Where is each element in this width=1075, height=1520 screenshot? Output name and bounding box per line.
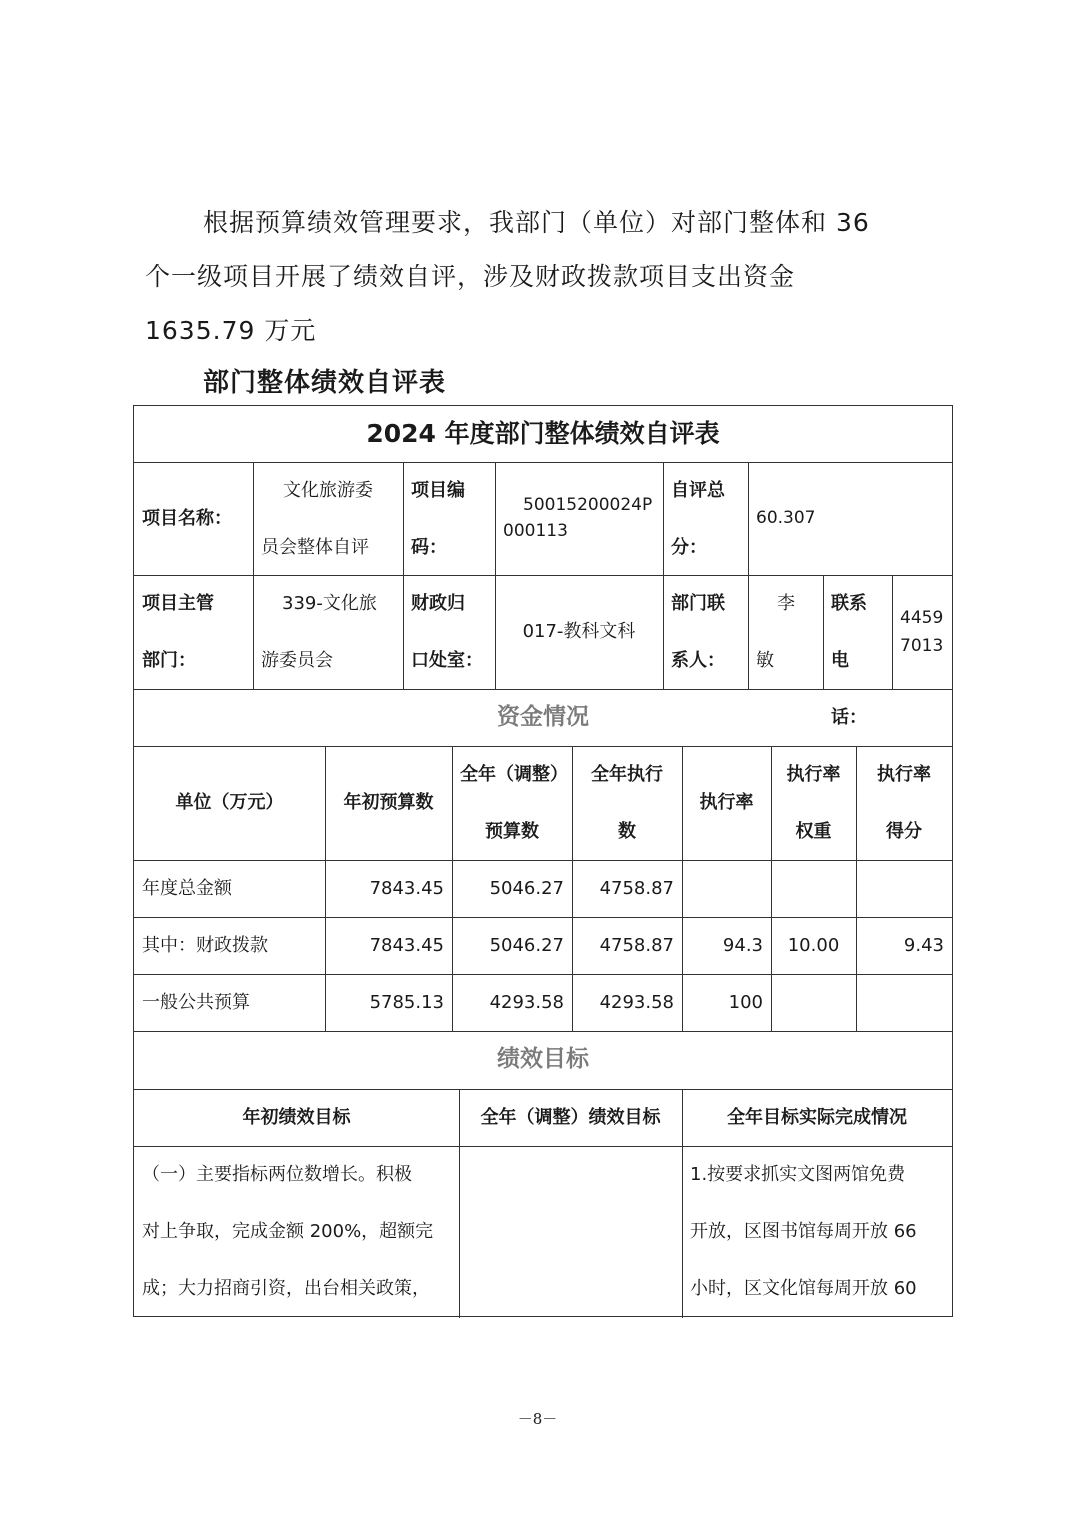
project-name-value-line-2: 员会整体自评	[261, 537, 369, 558]
phone-label-line-1: 联系	[831, 593, 867, 614]
funds-header-score-line-2: 得分	[886, 821, 922, 842]
funds-header-adjusted-line-2: 预算数	[485, 821, 539, 842]
goals-actual-line: 开放，区图书馆每周开放 66	[690, 1221, 917, 1242]
dept-value-line-2: 游委员会	[261, 650, 333, 671]
funds-header-score-line-1: 执行率	[877, 764, 931, 785]
section-subtitle: 部门整体绩效自评表	[203, 368, 447, 398]
funds-header-weight-line-1: 执行率	[786, 764, 841, 785]
dept-label	[134, 575, 253, 689]
project-name-value-line-1: 文化旅游委	[283, 480, 373, 501]
goals-actual-line: 1.按要求抓实文图两馆免费	[690, 1164, 906, 1185]
contact-label-line-1: 部门联	[671, 593, 725, 614]
funds-header-adjusted-line-1: 全年（调整）	[460, 764, 568, 785]
project-code-value-line-2: 000113	[503, 521, 568, 541]
goals-initial-text	[134, 1146, 459, 1316]
funds-row-executed: 4293.58	[599, 992, 674, 1013]
funds-row-adjusted: 5046.27	[489, 878, 564, 899]
goals-initial-line: （一）主要指标两位数增长。积极	[142, 1164, 412, 1185]
phone-label	[823, 575, 892, 728]
contact-value-line-2: 敏	[756, 650, 774, 671]
funds-row-score	[856, 860, 952, 917]
contact-label	[663, 575, 748, 689]
intro-line-3: 1635.79 万元	[145, 316, 317, 345]
funds-row-initial: 7843.45	[369, 935, 444, 956]
funds-header-initial: 年初预算数	[343, 792, 434, 813]
funds-header-unit: 单位（万元）	[175, 792, 284, 813]
goals-header-actual: 全年目标实际完成情况	[727, 1107, 907, 1128]
goals-actual-line: 小时，区文化馆每周开放 60	[690, 1278, 917, 1299]
project-code-label-line-1: 项目编	[411, 480, 465, 501]
funds-section-title: 资金情况	[497, 704, 589, 730]
score-label-line-1: 自评总	[671, 480, 725, 501]
table-title: 2024 年度部门整体绩效自评表	[366, 419, 720, 448]
funds-header-score	[856, 746, 952, 860]
funds-row-weight	[771, 860, 856, 917]
intro-line-2: 个一级项目开展了绩效自评，涉及财政拨款项目支出资金	[145, 262, 796, 291]
dept-value	[253, 575, 403, 689]
funds-row-label: 一般公共预算	[142, 992, 250, 1013]
phone-label-line-2: 电话：	[831, 650, 867, 728]
phone-value	[892, 575, 952, 689]
phone-value-line-2: 7013	[900, 636, 944, 656]
funds-row-label: 年度总金额	[142, 878, 232, 899]
funds-row-rate: 100	[728, 992, 763, 1013]
project-name-value	[253, 462, 403, 575]
goals-initial-line: 成；大力招商引资，出台相关政策，	[142, 1278, 430, 1299]
score-label	[663, 462, 748, 575]
funds-header-adjusted	[452, 746, 572, 860]
funds-row-adjusted: 5046.27	[489, 935, 564, 956]
goals-initial-line: 对上争取，完成金额 200%，超额完	[142, 1221, 434, 1242]
goals-header-adjusted: 全年（调整）绩效目标	[480, 1107, 661, 1128]
funds-header-rate: 执行率	[699, 792, 754, 813]
dept-label-line-1: 项目主管	[142, 593, 214, 614]
goals-section-title: 绩效目标	[497, 1046, 589, 1072]
funds-row-rate: 94.3	[722, 935, 763, 956]
funds-row-weight	[771, 974, 856, 1031]
funds-row-rate	[682, 860, 771, 917]
funds-row-score: 9.43	[903, 935, 944, 956]
goals-adjusted-text	[459, 1146, 682, 1316]
funds-row-weight: 10.00	[787, 935, 840, 956]
dept-value-line-1: 339-文化旅	[282, 593, 377, 614]
funds-row-adjusted: 4293.58	[489, 992, 564, 1013]
office-label	[403, 575, 495, 689]
intro-line-1: 根据预算绩效管理要求，我部门（单位）对部门整体和 36	[203, 208, 870, 237]
page-number: －8－	[517, 1410, 558, 1428]
funds-header-executed-line-2: 数	[618, 821, 636, 842]
goals-header-initial: 年初绩效目标	[242, 1107, 351, 1128]
project-code-label-line-2: 码：	[411, 537, 447, 558]
goals-actual-text	[682, 1146, 952, 1316]
funds-header-weight-line-2: 权重	[795, 821, 832, 842]
contact-value-line-1: 李	[777, 593, 795, 614]
funds-header-weight	[771, 746, 856, 860]
dept-label-line-2: 部门：	[142, 650, 196, 671]
funds-row-label: 其中：财政拨款	[142, 935, 268, 956]
funds-row-initial: 5785.13	[369, 992, 444, 1013]
funds-header-executed-line-1: 全年执行	[591, 764, 663, 785]
project-code-value-line-1: 50015200024P	[523, 495, 653, 515]
funds-row-initial: 7843.45	[369, 878, 444, 899]
office-label-line-1: 财政归	[411, 593, 465, 614]
project-code-value	[495, 462, 663, 575]
self-evaluation-table	[133, 405, 953, 1317]
project-name-label: 项目名称：	[142, 508, 232, 529]
intro-paragraph	[145, 196, 945, 358]
funds-row-executed: 4758.87	[599, 935, 674, 956]
score-label-line-2: 分：	[671, 537, 707, 558]
funds-row-score	[856, 974, 952, 1031]
office-value: 017-教科文科	[522, 621, 636, 642]
project-code-label	[403, 462, 495, 575]
phone-value-line-1: 4459	[900, 608, 944, 628]
contact-label-line-2: 系人：	[671, 650, 725, 671]
funds-row-executed: 4758.87	[599, 878, 674, 899]
score-value: 60.307	[756, 508, 816, 528]
contact-value	[748, 575, 823, 689]
funds-header-executed	[572, 746, 682, 860]
office-label-line-2: 口处室：	[411, 650, 483, 671]
